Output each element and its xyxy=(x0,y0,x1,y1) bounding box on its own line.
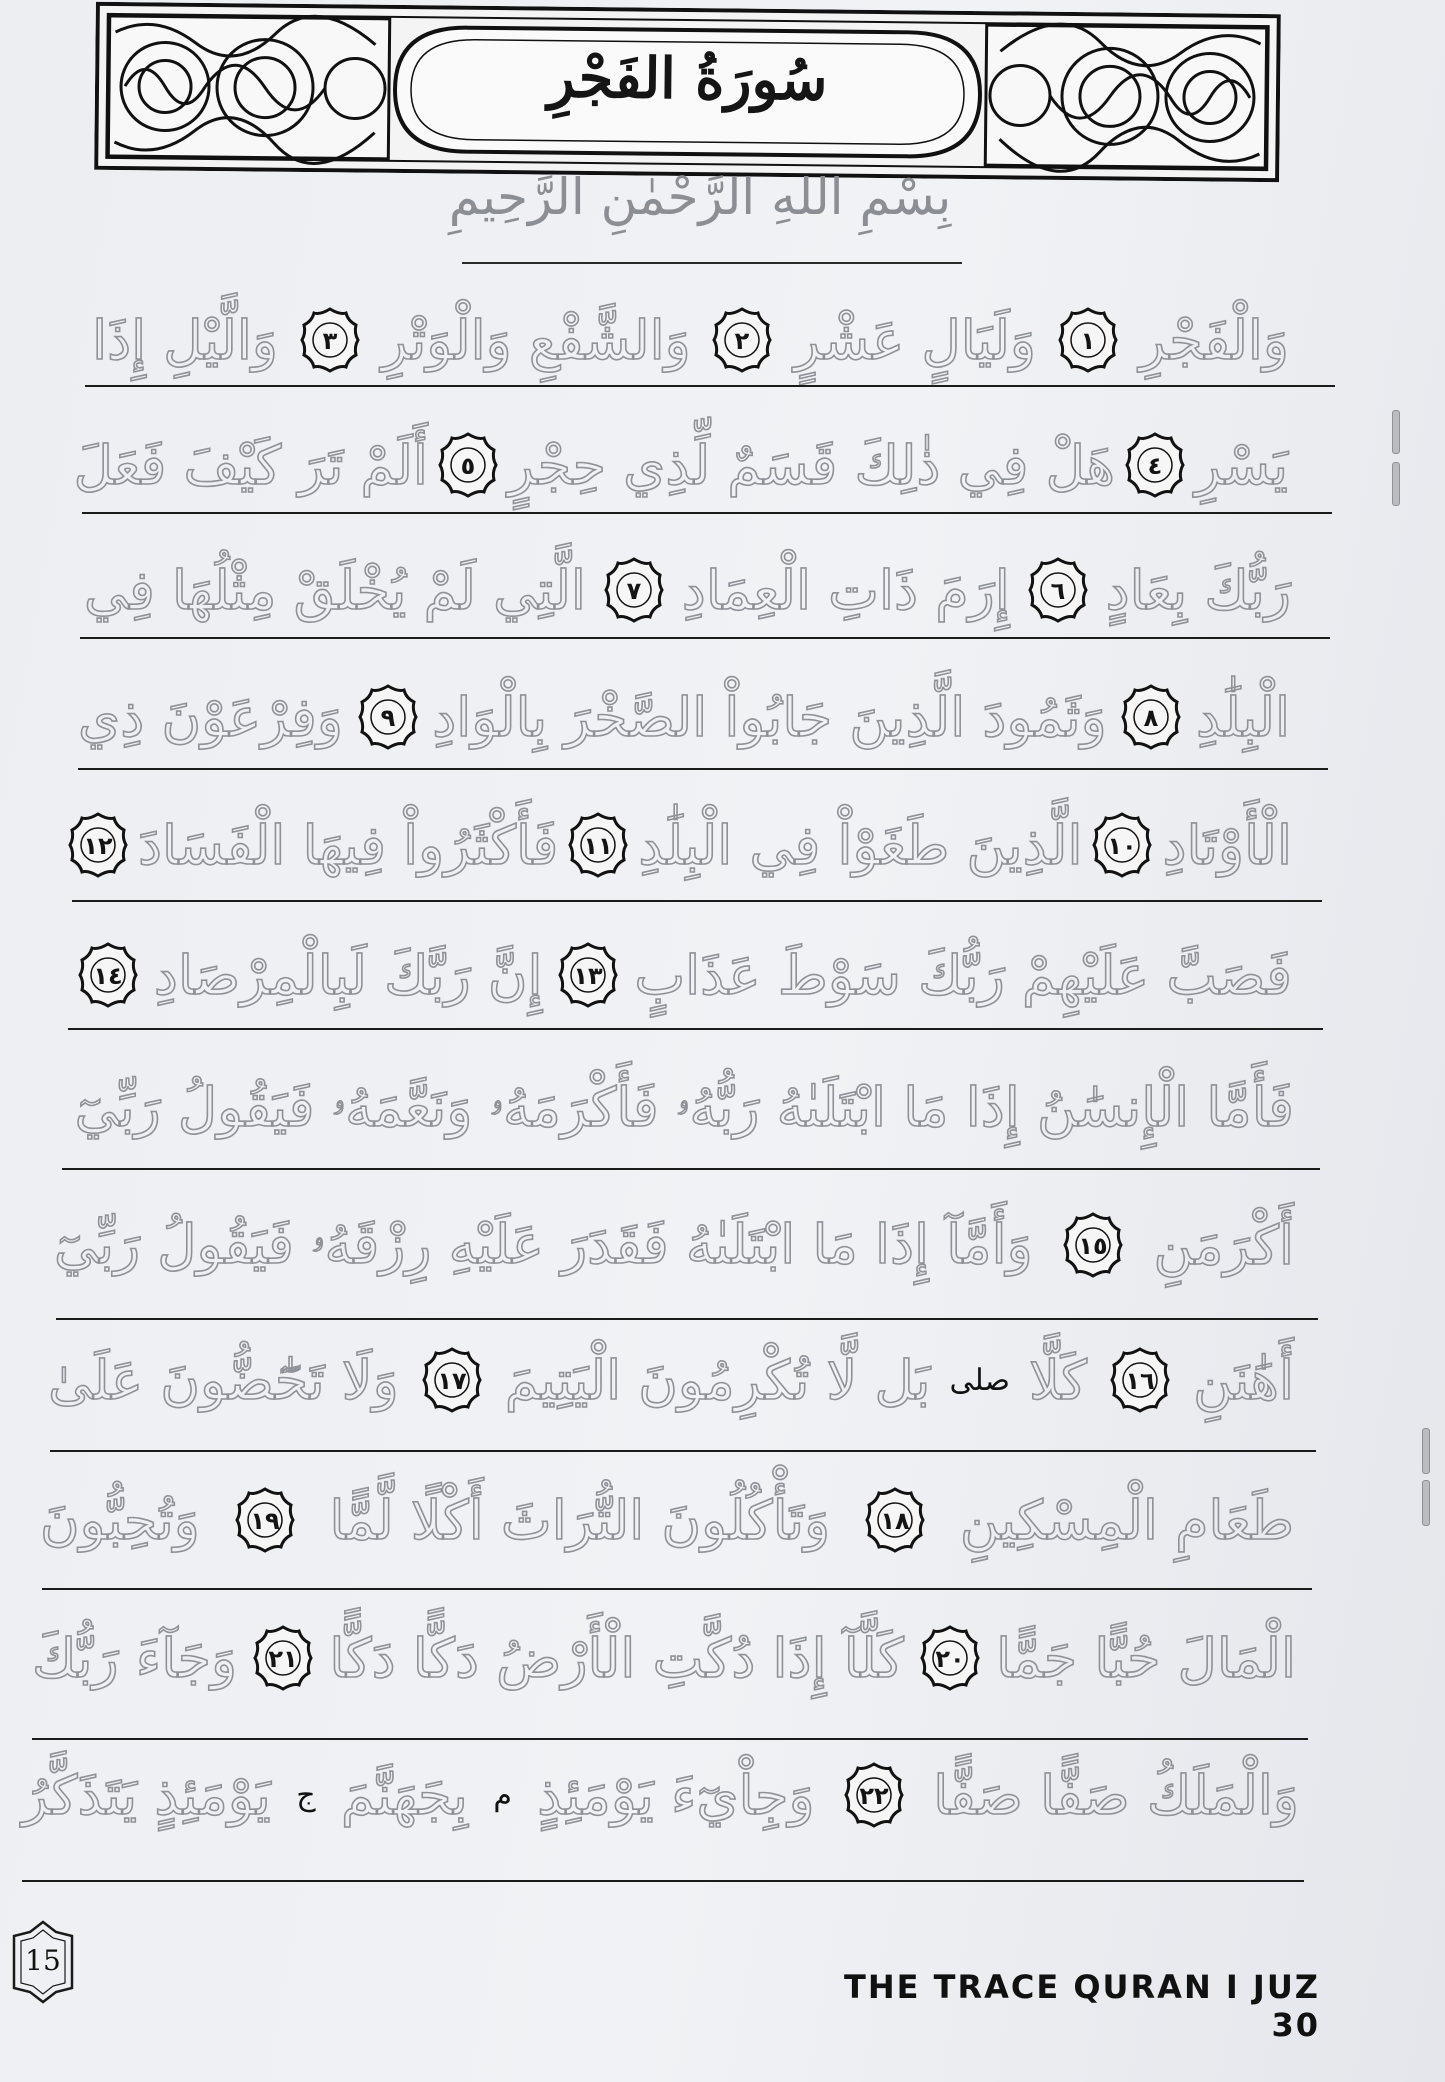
ayah-number-marker-icon xyxy=(558,942,618,1008)
bismillah: بِسْمِ اللهِ الرَّحْمٰنِ الرَّحِيمِ xyxy=(448,168,952,226)
ayah-number-marker-icon xyxy=(300,307,360,373)
ayah-number-marker-icon xyxy=(78,942,138,1008)
ayah-number-marker-icon xyxy=(1028,557,1088,623)
ayah-number: ٢ xyxy=(735,327,750,355)
trace-line-text xyxy=(36,1465,1298,1575)
traceable-verse-text: وَالْفَجْرِ xyxy=(1139,308,1289,372)
traceable-verse-text: أَكْرَمَنِ xyxy=(1153,1213,1294,1277)
writing-baseline-rule xyxy=(42,1588,1312,1590)
ayah-number: ١٨ xyxy=(880,1507,910,1535)
traceable-verse-text: فَصَبَّ عَلَيْهِمْ رَبُّكَ سَوْطَ عَذَابٍ xyxy=(634,943,1292,1007)
ayah-number: ١٥ xyxy=(1078,1232,1108,1260)
ayah-number: ١٧ xyxy=(437,1367,467,1395)
traceable-verse-text: وَجَآءَ رَبُّكَ xyxy=(32,1626,238,1690)
traceable-verse-text: يَوْمَئِذٍ يَتَذَكَّرُ xyxy=(22,1763,271,1827)
traceable-verse-text: وَتَأْكُلُونَ التُّرَاثَ أَكْلًا لَّمًّا xyxy=(329,1488,831,1552)
traceable-verse-text: وَالْمَلَكُ صَفًّا صَفًّا xyxy=(933,1763,1299,1827)
trace-line-text xyxy=(73,410,1292,520)
page-number: 15 xyxy=(25,1944,61,1977)
ayah-number-marker-icon xyxy=(920,1625,980,1691)
ayah-number-marker-icon xyxy=(1125,432,1185,498)
traceable-verse-text: الْمَالَ حُبًّا جَمًّا xyxy=(996,1626,1296,1690)
writing-baseline-rule xyxy=(50,1450,1316,1452)
traceable-verse-text: يَسْرِ xyxy=(1195,433,1288,497)
ayah-number-marker-icon xyxy=(438,432,498,498)
trace-line xyxy=(44,1325,1298,1445)
ayah-number: ٨ xyxy=(1144,704,1159,732)
writing-baseline-rule xyxy=(22,1880,1304,1882)
traceable-verse-text: وَأَمَّآ إِذَا مَا ابْتَلَىٰهُ فَقَدَرَ عَلَيْهِ رِزْقَهُۥ فَيَقُولُ رَبِّيٓ xyxy=(54,1213,1033,1276)
ayah-number-marker-icon xyxy=(68,812,128,878)
writing-baseline-rule xyxy=(78,768,1328,770)
trace-line xyxy=(74,662,1294,782)
trace-line-text xyxy=(56,1053,1298,1163)
trace-line-text xyxy=(64,920,1296,1030)
ayah-number-marker-icon xyxy=(1092,812,1152,878)
traceable-verse-text: فَأَكْثَرُواْ فِيهَا الْفَسَادَ xyxy=(137,813,559,877)
traceable-verse-text: بِجَهَنَّمَ xyxy=(340,1763,468,1827)
waqf-pause-mark: م xyxy=(493,1777,512,1813)
traceable-verse-text: الْأَوْتَادِ xyxy=(1162,813,1292,877)
ayah-number: ٩ xyxy=(380,704,395,732)
waqf-pause-mark: صلى xyxy=(949,1362,1010,1398)
ayah-number: ١٤ xyxy=(93,962,123,990)
traceable-verse-text: كَلَّا xyxy=(1029,1348,1087,1412)
ayah-number: ٧ xyxy=(626,577,642,605)
ayah-number-marker-icon xyxy=(568,812,628,878)
traceable-verse-text: وَثَمُودَ الَّذِينَ جَابُواْ الصَّخْرَ بِالْوَادِ xyxy=(432,685,1107,749)
traceable-verse-text: وَفِرْعَوْنَ ذِي xyxy=(78,685,343,749)
trace-line xyxy=(28,1603,1300,1723)
traceable-verse-text: وَجِاْيٓءَ يَوْمَئِذٍ xyxy=(537,1763,815,1827)
ayah-number: ١٦ xyxy=(1125,1367,1155,1395)
ayah-number-marker-icon xyxy=(865,1487,925,1553)
trace-line-text xyxy=(44,1325,1298,1435)
traceable-verse-text: وَالَّيْلِ إِذَا xyxy=(92,308,279,372)
writing-baseline-rule xyxy=(85,385,1335,387)
ayah-number-marker-icon xyxy=(1121,684,1181,750)
writing-baseline-rule xyxy=(68,1028,1323,1030)
trace-line xyxy=(88,285,1293,405)
waqf-pause-mark: ج xyxy=(296,1777,316,1813)
ayah-number: ١٩ xyxy=(250,1507,280,1535)
writing-baseline-rule xyxy=(56,1318,1318,1320)
writing-baseline-rule xyxy=(72,900,1322,902)
ayah-number-marker-icon xyxy=(604,557,664,623)
ayah-number-marker-icon xyxy=(1058,307,1118,373)
trace-line xyxy=(36,1465,1298,1585)
ayah-number: ١٠ xyxy=(1107,832,1138,860)
ayah-number: ٤ xyxy=(1147,452,1163,480)
ayah-number-marker-icon xyxy=(235,1487,295,1553)
trace-line-text xyxy=(80,535,1295,645)
ayah-number: ١ xyxy=(1080,327,1096,355)
traceable-verse-text: وَلَا تَحَٰٓضُّونَ عَلَىٰ xyxy=(48,1348,399,1412)
book-title: THE TRACE QURAN I JUZ 30 xyxy=(844,1968,1320,2044)
trace-line-text xyxy=(68,790,1296,900)
trace-line xyxy=(18,1740,1303,1860)
ayah-number: ٥ xyxy=(460,452,476,480)
traceable-verse-text: هَلْ فِي ذٰلِكَ قَسَمٌ لِّذِي حِجْرٍ xyxy=(507,433,1115,497)
traceable-verse-text: إِرَمَ ذَاتِ الْعِمَادِ xyxy=(681,558,1010,622)
ayah-number-marker-icon xyxy=(358,684,418,750)
traceable-verse-text: الَّذِينَ طَغَوْاْ فِي الْبِلَٰدِ xyxy=(638,813,1083,877)
traceable-verse-text: فَأَمَّا الْإِنسَٰنُ إِذَا مَا ابْتَلَىٰهُ رَبُّهُۥ فَأَكْرَمَهُۥ وَنَعَّمَهُۥ فَيَقُولُ رَبِّيٓ xyxy=(74,1076,1294,1139)
trace-line xyxy=(68,790,1296,910)
ayah-number-marker-icon xyxy=(1063,1212,1123,1278)
ayah-number: ٢١ xyxy=(268,1645,298,1673)
ayah-number: ٢٠ xyxy=(935,1645,965,1673)
trace-line-text xyxy=(74,662,1294,772)
trace-line-text xyxy=(50,1190,1298,1300)
ayah-number: ١٣ xyxy=(573,962,604,990)
ayah-number-marker-icon xyxy=(712,307,772,373)
traceable-verse-text: الْبِلَٰدِ xyxy=(1196,685,1290,749)
traceable-verse-text: أَلَمْ تَرَ كَيْفَ فَعَلَ xyxy=(73,433,428,497)
writing-baseline-rule xyxy=(82,512,1332,514)
traceable-verse-text: بَل لَّا تُكْرِمُونَ الْيَتِيمَ xyxy=(504,1348,931,1412)
ayah-number-marker-icon xyxy=(422,1347,482,1413)
ayah-number-marker-icon xyxy=(253,1625,313,1691)
writing-baseline-rule xyxy=(62,1168,1320,1170)
trace-line xyxy=(64,920,1296,1040)
trace-line xyxy=(56,1053,1298,1173)
traceable-verse-text: وَالشَّفْعِ وَالْوَتْرِ xyxy=(381,308,691,372)
writing-baseline-rule xyxy=(80,637,1330,639)
trace-line xyxy=(50,1190,1298,1310)
ayah-number-marker-icon xyxy=(1110,1347,1170,1413)
ayah-number: ٣ xyxy=(322,327,338,355)
ayah-number: ٦ xyxy=(1050,577,1066,605)
ayah-number: ١١ xyxy=(583,832,613,860)
trace-line-text xyxy=(28,1603,1300,1713)
trace-line-text xyxy=(18,1740,1303,1850)
traceable-verse-text: أَهَٰنَنِ xyxy=(1193,1348,1294,1412)
traceable-verse-text: كَلَّآ إِذَا دُكَّتِ الْأَرْضُ دَكًّا دَكًّا xyxy=(329,1626,904,1690)
ayah-number: ١٢ xyxy=(83,832,113,860)
ayah-number-marker-icon xyxy=(844,1762,904,1828)
surah-title: سُورَةُ الفَجْرِ xyxy=(547,44,828,114)
traceable-verse-text: رَبُّكَ بِعَادٍ xyxy=(1105,558,1291,622)
traceable-verse-text: وَلَيَالٍ عَشْرٍ xyxy=(794,308,1037,372)
trace-line-text xyxy=(88,285,1293,395)
traceable-verse-text: وَتُحِبُّونَ xyxy=(40,1488,200,1552)
traceable-verse-text: الَّتِي لَمْ يُخْلَقْ مِثْلُهَا فِي xyxy=(84,558,586,622)
traceable-verse-text: طَعَامِ الْمِسْكِينِ xyxy=(959,1488,1294,1552)
ayah-number: ٢٢ xyxy=(859,1782,889,1810)
traceable-verse-text: إِنَّ رَبَّكَ لَبِالْمِرْصَادِ xyxy=(153,943,543,1007)
